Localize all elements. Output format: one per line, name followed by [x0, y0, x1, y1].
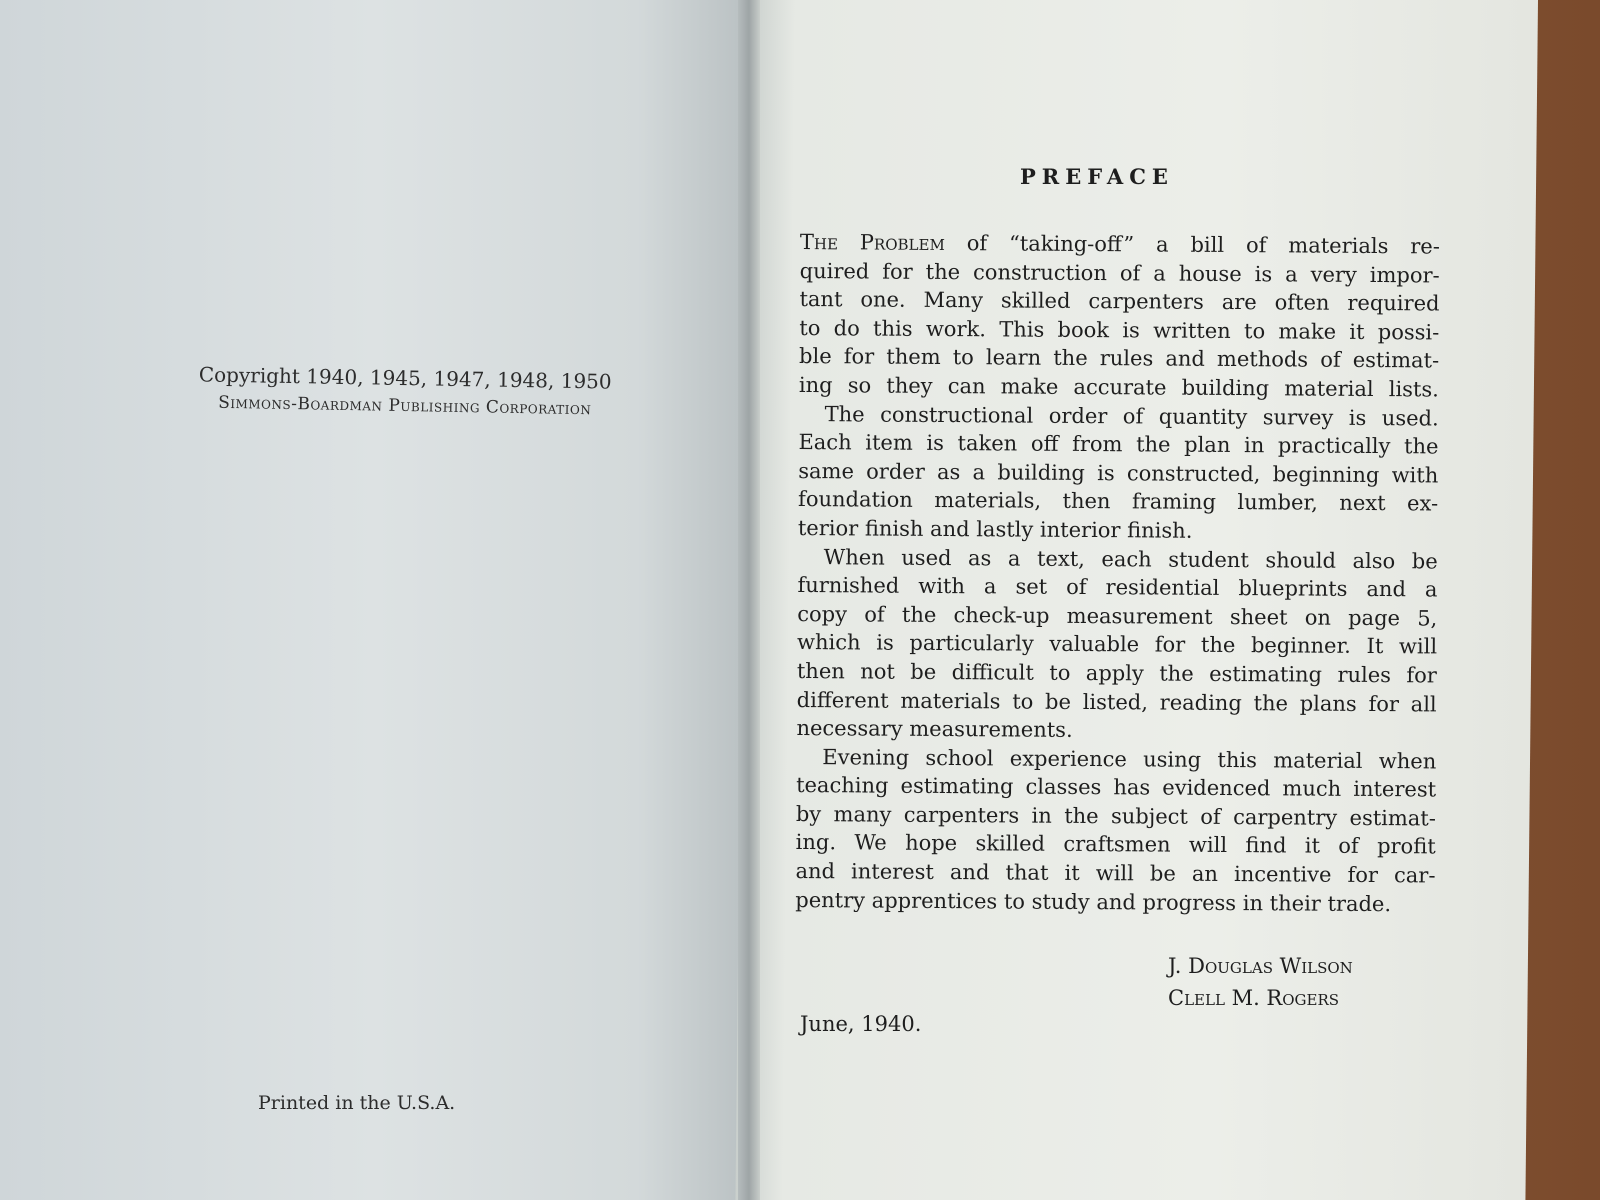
page-title: PREFACE — [1020, 164, 1174, 189]
text-line: When used as a text, each student should also be — [823, 544, 1438, 573]
lead-smallcaps: The Problem — [799, 229, 945, 256]
text-line — [800, 228, 1440, 261]
text-line: same order as a building is constructed, beginning with — [798, 458, 1439, 488]
text-line: which is particularly valuable for the beginner. It will — [797, 630, 1438, 659]
book-gutter — [738, 0, 760, 1200]
author-name: Clell M. Rogers — [1168, 986, 1340, 1010]
text-line: Each item is taken off from the plan in practically the — [798, 430, 1439, 459]
preface-text — [795, 228, 1440, 919]
text-line: tant one. Many skilled carpenters are often required — [799, 287, 1440, 316]
left-page — [0, 0, 750, 1200]
text-line: ing. We hope skilled craftsmen will find it of profit — [795, 830, 1436, 859]
copyright-line: Copyright 1940, 1945, 1947, 1948, 1950 — [198, 362, 612, 394]
text-line: quired for the construction of a house is a very impor- — [799, 258, 1440, 288]
text-line: foundation materials, then framing lumber, next ex- — [798, 487, 1439, 516]
text-line: pentry apprentices to study and progress in their trade. — [795, 887, 1392, 916]
printed-in-note: Printed in the U.S.A. — [258, 1092, 456, 1114]
text-line: The constructional order of quantity survey is used. — [824, 401, 1439, 431]
text-run: of “taking-off” a bill of materials re- — [944, 231, 1440, 259]
text-line: furnished with a set of residential blueprints and a — [797, 573, 1438, 602]
text-line: Evening school experience using this material when — [822, 744, 1437, 774]
author-name: J. Douglas Wilson — [1168, 954, 1353, 978]
text-line: copy of the check-up measurement sheet on page 5, — [797, 601, 1438, 631]
authors — [1168, 950, 1353, 1014]
copyright-block — [175, 362, 636, 420]
text-line: then not be difficult to apply the estimating rules for — [796, 658, 1437, 688]
text-line: teaching estimating classes has evidenced much interest — [796, 773, 1437, 802]
text-line: terior finish and lastly interior finish. — [797, 515, 1193, 543]
text-line: ing so they can make accurate building material lists. — [798, 372, 1439, 402]
text-line: and interest and that it will be an incentive for car- — [795, 859, 1436, 888]
text-line: by many carpenters in the subject of carpentry estimat- — [795, 801, 1436, 831]
text-line: necessary measurements. — [796, 716, 1073, 743]
text-line: different materials to be listed, reading the plans for all — [796, 687, 1437, 716]
text-line: ble for them to learn the rules and methods of estimat- — [799, 344, 1440, 373]
publisher-name: Simmons-Boardman Publishing Corporation — [217, 392, 592, 420]
text-line: to do this work. This book is written to make it possi- — [799, 315, 1440, 345]
preface-date: June, 1940. — [800, 1012, 922, 1036]
